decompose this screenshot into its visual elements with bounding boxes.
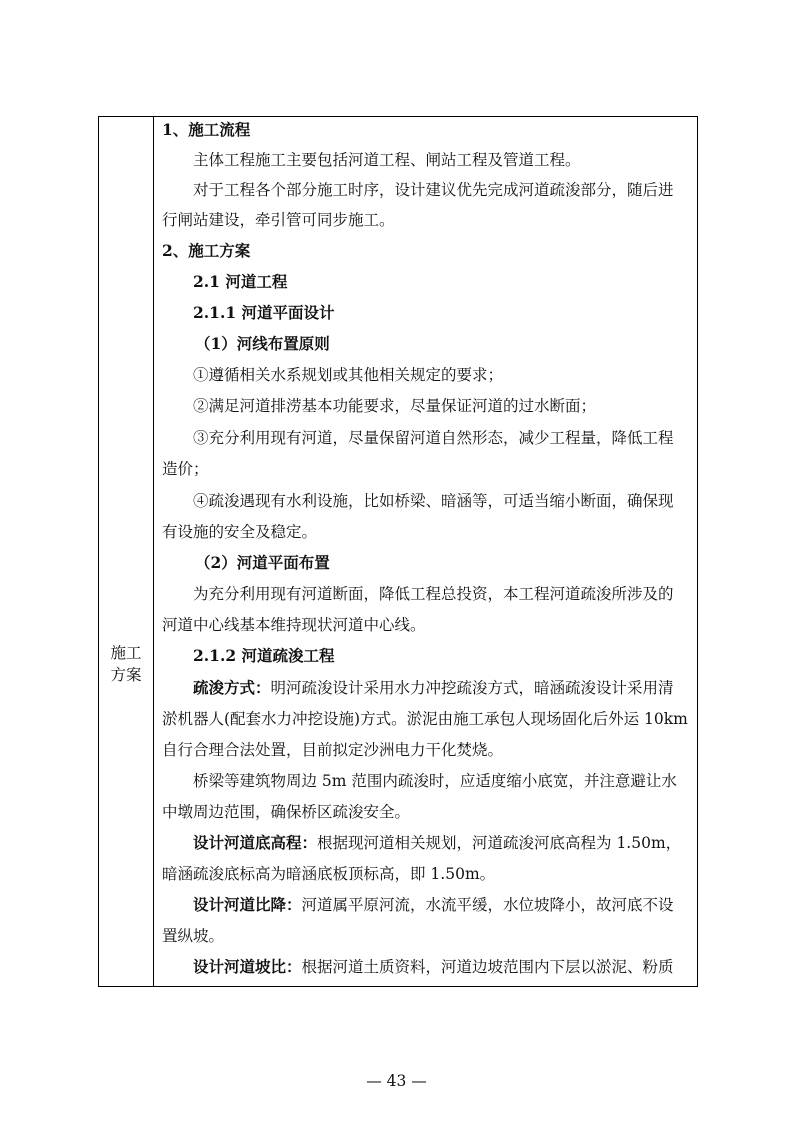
dredge-method-line3: 自行合理合法处置，目前拟定沙洲电力干化焚烧。 — [162, 741, 504, 759]
heading-river-plan-layout: （2）河道平面布置 — [195, 553, 330, 572]
bridge-dredge-line1: 桥梁等建筑物周边 5m 范围内疏浚时，应适度缩小底宽，并注意避让水 — [193, 772, 677, 790]
bed-gradient-line2: 置纵坡。 — [162, 927, 225, 945]
heading-river-plan-design: 2.1.1 河道平面设计 — [193, 303, 335, 322]
dredge-method-text: 明河疏浚设计采用水力冲挖疏浚方式，暗涵疏浚设计采用清 — [270, 679, 674, 697]
paragraph-sequence-line1: 对于工程各个部分施工时序，设计建议优先完成河道疏浚部分，随后进 — [193, 181, 674, 199]
bed-gradient-line1 — [193, 894, 690, 916]
row-label-line2: 方案 — [110, 666, 142, 684]
bed-gradient-text: 河道属平原河流，水流平缓，水位坡降小，故河底不设 — [301, 896, 674, 914]
dredge-method-line2: 淤机器人(配套水力冲挖设施)方式。淤泥由施工承包人现场固化后外运 10km — [162, 710, 688, 728]
row-label — [99, 642, 153, 686]
principle-3-line2: 造价； — [162, 460, 209, 478]
bed-elevation-text: 根据现河道相关规划，河道疏浚河底高程为 1.50m， — [317, 834, 682, 852]
heading-river-works: 2.1 河道工程 — [193, 272, 288, 291]
bed-gradient-term: 设计河道比降： — [193, 895, 302, 914]
paragraph-layout-line2: 河道中心线基本维持现状河道中心线。 — [162, 616, 426, 634]
page-number: — 43 — — [366, 1072, 427, 1090]
principle-1: ①遵循相关水系规划或其他相关规定的要求； — [193, 366, 504, 384]
bed-elevation-line2: 暗涵疏浚底标高为暗涵底板顶标高，即 1.50m。 — [162, 865, 496, 883]
principle-3-line1: ③充分利用现有河道，尽量保留河道自然形态，减少工程量，降低工程 — [193, 429, 674, 447]
side-slope-text: 根据河道土质资料，河道边坡范围内下层以淤泥、粉质 — [301, 958, 674, 976]
dredge-method-line1 — [193, 677, 690, 699]
principle-4-line2: 有设施的安全及稳定。 — [162, 523, 318, 541]
column-divider — [153, 117, 154, 986]
paragraph-layout-line1: 为充分利用现有河道断面，降低工程总投资，本工程河道疏浚所涉及的 — [193, 585, 674, 603]
paragraph-main-works: 主体工程施工主要包括河道工程、闸站工程及管道工程。 — [193, 151, 581, 169]
content-table — [98, 116, 698, 987]
bridge-dredge-line2: 中墩周边范围，确保桥区疏浚安全。 — [162, 803, 411, 821]
heading-river-line-principles: （1）河线布置原则 — [195, 334, 330, 353]
bed-elevation-line1 — [193, 832, 690, 854]
principle-2: ②满足河道排涝基本功能要求，尽量保证河道的过水断面； — [193, 397, 597, 415]
side-slope-line1 — [193, 956, 690, 978]
paragraph-sequence-line2: 行闸站建设，牵引管可同步施工。 — [162, 211, 395, 229]
principle-4-line1: ④疏浚遇现有水利设施，比如桥梁、暗涵等，可适当缩小断面，确保现 — [193, 492, 674, 510]
heading-construction-process: 1、施工流程 — [162, 120, 251, 139]
row-label-line1: 施工 — [110, 644, 142, 662]
heading-dredging-works: 2.1.2 河道疏浚工程 — [193, 646, 335, 665]
heading-construction-plan: 2、施工方案 — [162, 241, 251, 260]
side-slope-term: 设计河道坡比： — [193, 957, 302, 976]
bed-elevation-term: 设计河道底高程： — [193, 833, 318, 852]
dredge-method-term: 疏浚方式： — [193, 678, 271, 697]
